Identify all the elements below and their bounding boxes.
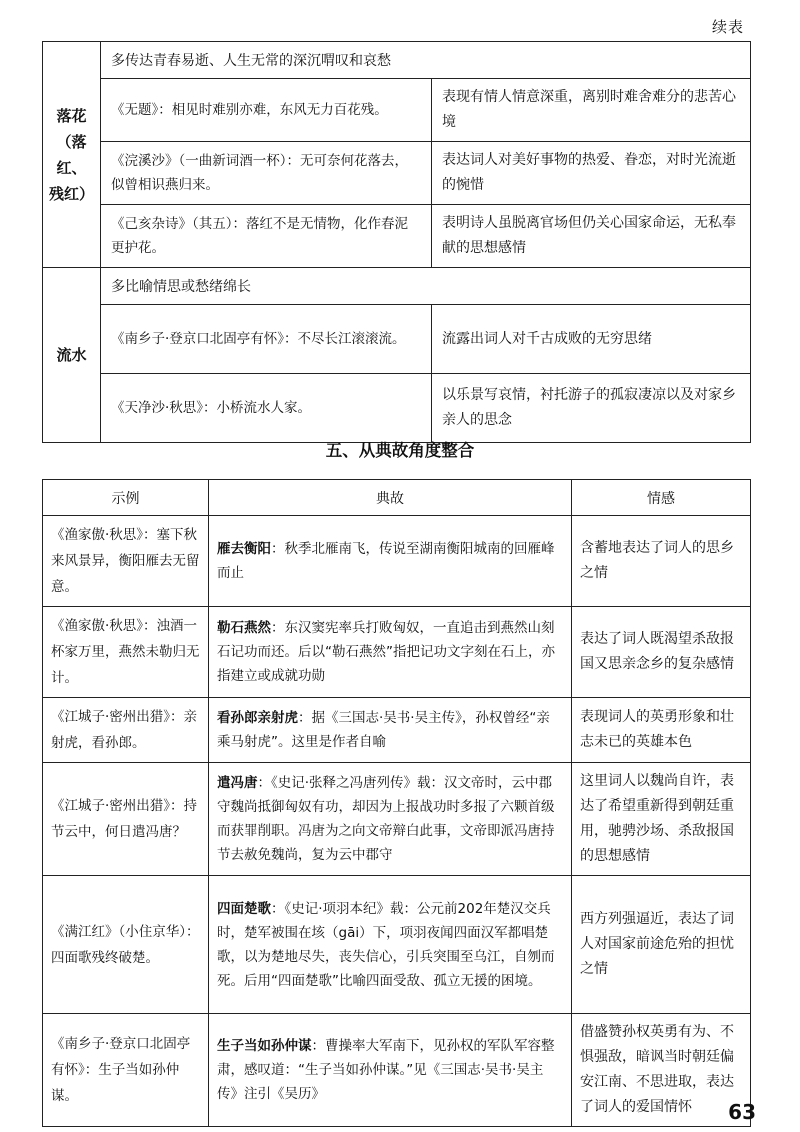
example-cell: 《渔家傲·秋思》：浊酒一杯家万里，燕然未勒归无计。	[43, 607, 209, 698]
column-header-example: 示例	[43, 480, 209, 516]
allusion-cell	[209, 607, 572, 698]
allusion-cell	[209, 1014, 572, 1127]
category-summary: 多传达青春易逝、人生无常的深沉喟叹和哀愁	[101, 42, 751, 79]
allusion-body: ：《史记·张释之冯唐列传》载：汉文帝时，云中郡守魏尚抵御匈奴有功，却因为上报战功时多报了六颗首级而获罪削职。冯唐为之向文帝辩白此事，文帝即派冯唐持节去赦免魏尚，复为云中郡守	[217, 775, 555, 863]
allusion-body: ：据《三国志·吴书·吴主传》，孙权曾经“亲乘马射虎”。这里是作者自喻	[217, 710, 550, 750]
table-row	[43, 205, 751, 268]
table-row	[43, 698, 751, 763]
example-cell: 《满江红》（小住京华）：四面歌残终破楚。	[43, 876, 209, 1014]
emotion-cell: 表现有情人情意深重，离别时难舍难分的悲苦心境	[432, 79, 751, 142]
emotion-cell: 表现词人的英勇形象和壮志未已的英雄本色	[572, 698, 751, 763]
emotion-cell: 这里词人以魏尚自许，表达了希望重新得到朝廷重用，驰骋沙场、杀敌报国的思想感情	[572, 763, 751, 876]
example-cell: 《江城子·密州出猎》：持节云中，何日遣冯唐？	[43, 763, 209, 876]
table-row	[43, 876, 751, 1014]
example-cell: 《天净沙·秋思》：小桥流水人家。	[101, 374, 432, 443]
allusion-title: 四面楚歌	[217, 900, 271, 917]
section-title: 五、从典故角度整合	[325, 441, 475, 460]
allusion-title: 生子当如孙仲谋	[217, 1038, 312, 1054]
table-row	[43, 305, 751, 374]
allusion-body: ：曹操率大军南下，见孙权的军队军容整肃，感叹道：“生子当如孙仲谋。”见《三国志·吴书·吴主传》注引《吴历》	[217, 1038, 555, 1102]
example-cell: 《江城子·密州出猎》：亲射虎，看孙郎。	[43, 698, 209, 763]
allusion-title: 雁去衡阳	[217, 541, 271, 557]
continuation-label: 续表	[711, 18, 744, 36]
table-row	[43, 607, 751, 698]
allusion-body: ：东汉窦宪率兵打败匈奴，一直追击到燕然山刻石记功而还。后以“勒石燕然”指把记功文字刻在石上，亦指建立或成就功勋	[217, 620, 555, 684]
header-row	[43, 480, 751, 516]
example-cell: 《渔家傲·秋思》：塞下秋来风景异，衡阳雁去无留意。	[43, 516, 209, 607]
allusion-cell	[209, 698, 572, 763]
allusion-table	[42, 479, 751, 1127]
allusion-title: 看孙郎亲射虎	[217, 710, 298, 726]
allusion-cell	[209, 516, 572, 607]
emotion-cell: 流露出词人对千古成败的无穷思绪	[432, 305, 751, 374]
category-cell	[43, 268, 101, 443]
allusion-cell	[209, 763, 572, 876]
example-cell: 《南乡子·登京口北固亭有怀》：生子当如孙仲谋。	[43, 1014, 209, 1127]
emotion-cell: 借盛赞孙权英勇有为、不惧强敌，暗讽当时朝廷偏安江南、不思进取，表达了词人的爱国情怀	[572, 1014, 751, 1127]
table-row	[43, 79, 751, 142]
table-row	[43, 142, 751, 205]
imagery-table	[42, 41, 751, 443]
emotion-cell: 含蓄地表达了词人的思乡之情	[572, 516, 751, 607]
table-row	[43, 374, 751, 443]
example-cell: 《无题》：相见时难别亦难，东风无力百花残。	[101, 79, 432, 142]
category-label: 落花 （落红、 残红）	[48, 106, 94, 203]
example-cell: 《浣溪沙》（一曲新词酒一杯）：无可奈何花落去，似曾相识燕归来。	[101, 142, 432, 205]
emotion-cell: 以乐景写哀情，衬托游子的孤寂凄凉以及对家乡亲人的思念	[432, 374, 751, 443]
emotion-cell: 表达了词人既渴望杀敌报国又思亲念乡的复杂感情	[572, 607, 751, 698]
table-row	[43, 516, 751, 607]
emotion-cell: 西方列强逼近，表达了词人对国家前途危殆的担忧之情	[572, 876, 751, 1014]
table-row	[43, 763, 751, 876]
table-row	[43, 1014, 751, 1127]
category-summary: 多比喻情思或愁绪绵长	[101, 268, 751, 305]
emotion-cell: 表明诗人虽脱离官场但仍关心国家命运，无私奉献的思想感情	[432, 205, 751, 268]
table-row	[43, 42, 751, 79]
column-header-emotion: 情感	[572, 480, 751, 516]
example-cell: 《南乡子·登京口北固亭有怀》：不尽长江滚滚流。	[101, 305, 432, 374]
example-cell: 《己亥杂诗》（其五）：落红不是无情物，化作春泥更护花。	[101, 205, 432, 268]
category-label: 流水	[56, 346, 87, 364]
emotion-cell: 表达词人对美好事物的热爱、眷恋，对时光流逝的惋惜	[432, 142, 751, 205]
allusion-body: ：秋季北雁南飞，传说至湖南衡阳城南的回雁峰而止	[217, 541, 555, 581]
allusion-body: ：《史记·项羽本纪》载：公元前202年楚汉交兵时，楚军被围在垓（gāi）下，项羽夜闻四面汉军都唱楚歌，以为楚地尽失，丧失信心，引兵突围至乌江，自刎而死。后用“四面楚歌”比喻四面受敌、孤立无援的困境。	[217, 900, 555, 989]
table-row	[43, 268, 751, 305]
category-cell	[43, 42, 101, 268]
allusion-title: 勒石燕然	[217, 620, 271, 636]
column-header-allusion: 典故	[209, 480, 572, 516]
allusion-title: 遣冯唐	[217, 775, 258, 791]
page-number: 63	[728, 1100, 756, 1124]
allusion-cell	[209, 876, 572, 1014]
